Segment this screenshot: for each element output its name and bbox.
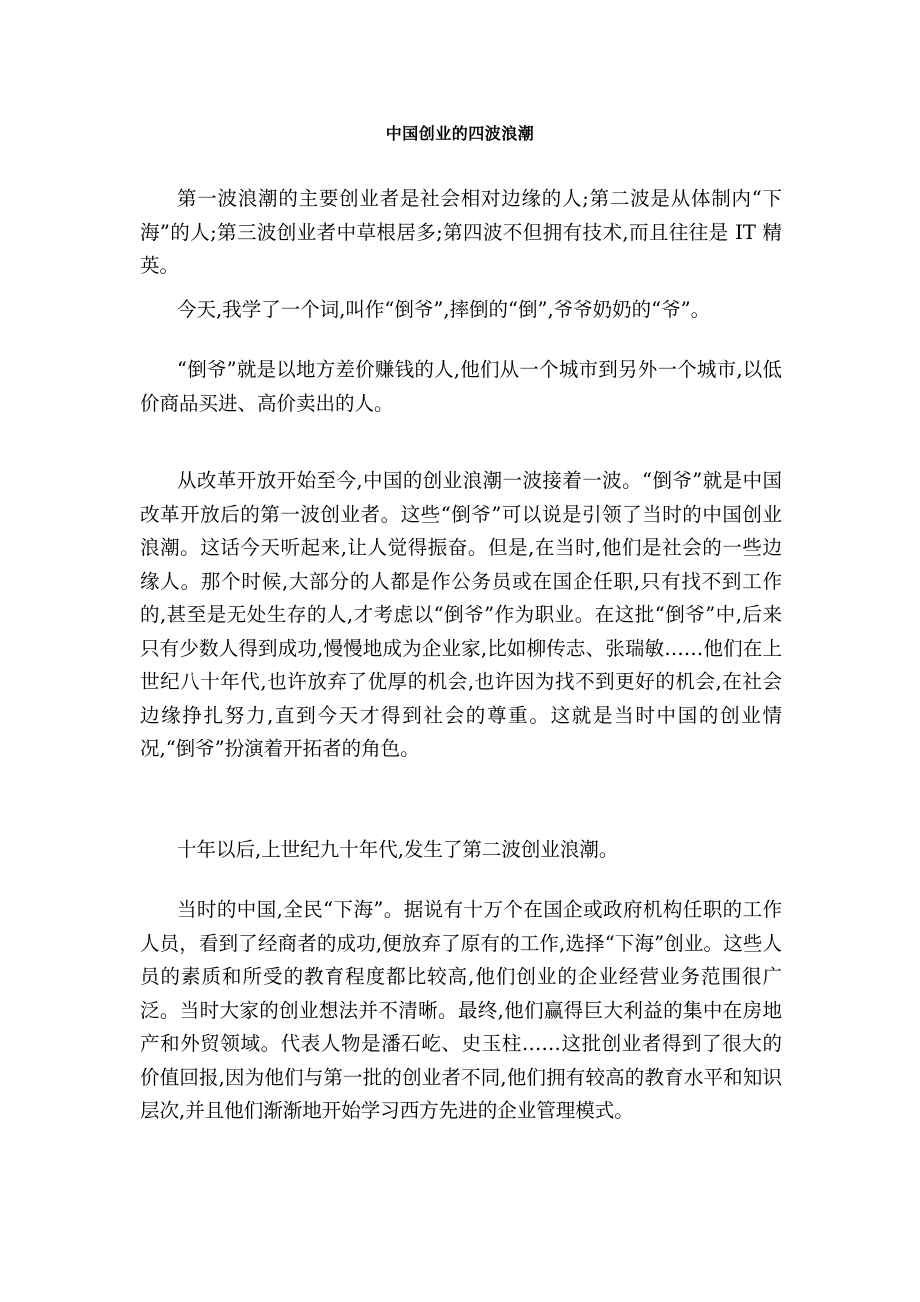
paragraph-1: 第一波浪潮的主要创业者是社会相对边缘的人;第二波是从体制内“下海”的人;第三波创业者中草根居多;第四波不但拥有技术,而且往往是 IT 精英。 xyxy=(140,187,782,277)
paragraph-6: 当时的中国,全民“下海”。据说有十万个在国企或政府机构任职的工作人员，看到了经商者的成功,便放弃了原有的工作,选择“下海”创业。这些人员的素质和所受的教育程度都比较高,他们创业的企业经营业务范围很广泛。当时大家的创业想法并不清晰。最终,他们赢得巨大利益的集中在房地产和外贸领域。代表人物是潘石屹、史玉柱……这批创业者得到了很大的价值回报,因为他们与第一批的创业者不同,他们拥有较高的教育水平和知识层次,并且他们渐渐地开始学习西方先进的企业管理模式。 xyxy=(140,898,782,1122)
paragraph-5: 十年以后,上世纪九十年代,发生了第二波创业浪潮。 xyxy=(177,838,619,861)
paragraph-3: “倒爷”就是以地方差价赚钱的人,他们从一个城市到另外一个城市,以低价商品买进、高价卖出的人。 xyxy=(140,358,782,415)
paragraph-4: 从改革开放开始至今,中国的创业浪潮一波接着一波。“倒爷”就是中国改革开放后的第一波创业者。这些“倒爷”可以说是引领了当时的中国创业浪潮。这话今天听起来,让人觉得振奋。但是,在当时,他们是社会的一些边缘人。那个时候,大部分的人都是作公务员或在国企任职,只有找不到工作的,甚至是无处生存的人,才考虑以“倒爷”作为职业。在这批“倒爷”中,后来只有少数人得到成功,慢慢地成为企业家,比如柳传志、张瑞敏……他们在上世纪八十年代,也许放弃了优厚的机会,也许因为找不到更好的机会,在社会边缘挣扎努力,直到今天才得到社会的尊重。这就是当时中国的创业情况,“倒爷”扮演着开拓者的角色。 xyxy=(140,469,782,760)
paragraph-2: 今天,我学了一个词,叫作“倒爷”,摔倒的“倒”,爷爷奶奶的“爷”。 xyxy=(177,298,711,321)
document-title: 中国创业的四波浪潮 xyxy=(385,124,535,143)
